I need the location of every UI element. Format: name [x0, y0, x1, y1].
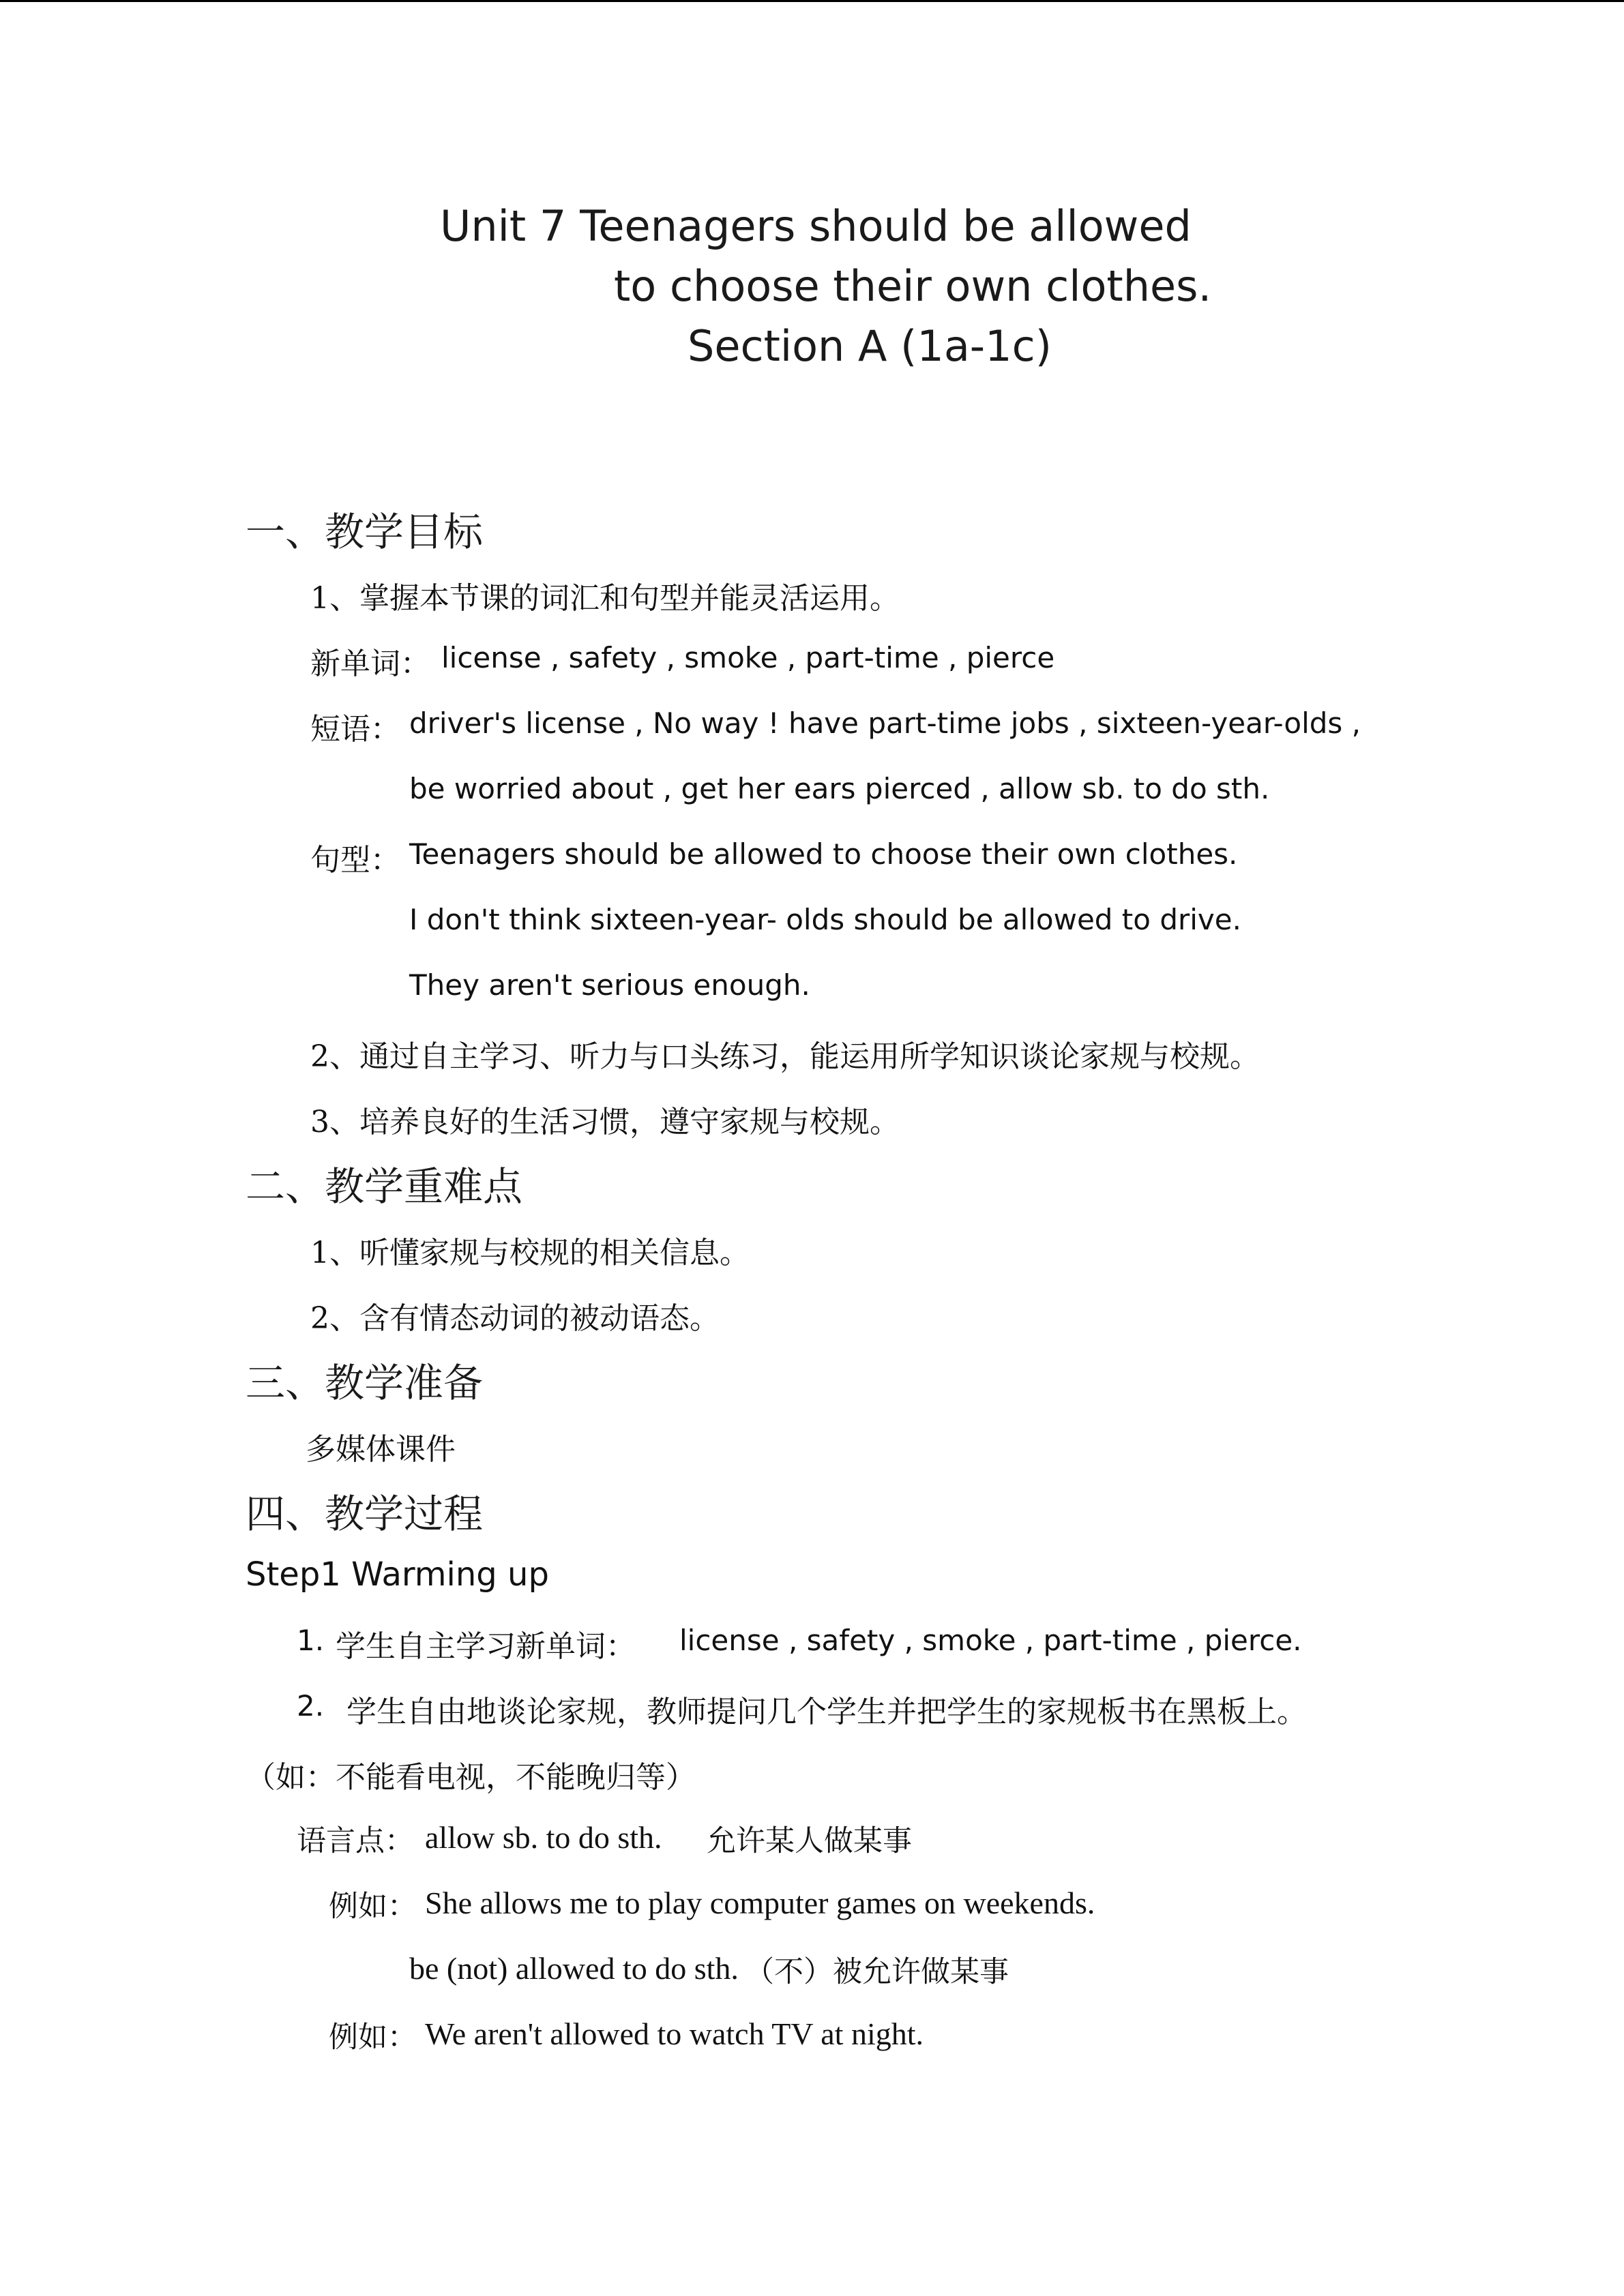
process-item-2-number: 2.: [297, 1689, 325, 1723]
sentence-line-3: They aren't serious enough.: [409, 968, 810, 1002]
example-1-label: 例如：: [329, 1890, 417, 1924]
step1-heading: Step1 Warming up: [246, 1555, 549, 1594]
language-point-label: 语言点：: [297, 1824, 414, 1858]
language-point-meaning: 允许某人做某事: [707, 1824, 912, 1858]
preparation-item: 多媒体课件: [306, 1432, 456, 1467]
keypoint-item-1: 1、听懂家规与校规的相关信息。: [310, 1236, 750, 1270]
phrase-line-1: driver's license , No way ! have part-time jobs , sixteen-year-olds ,: [409, 706, 1361, 740]
sentence-line-2: I don't think sixteen-year- olds should be allowed to drive.: [409, 903, 1241, 936]
process-item-1-text: 学生自主学习新单词：: [336, 1629, 636, 1664]
process-item-2-text: 学生自由地谈论家规，教师提问几个学生并把学生的家规板书在黑板上。: [346, 1695, 1307, 1729]
process-item-2-continuation: （如：不能看电视，不能晚归等）: [246, 1760, 696, 1795]
section-2-heading: 二、教学重难点: [246, 1163, 523, 1210]
section-4-heading: 四、教学过程: [246, 1491, 484, 1537]
vocab-label: 新单词：: [310, 646, 430, 681]
phrase-line-2: be worried about , get her ears pierced , allow sb. to do sth.: [409, 772, 1270, 805]
language-point-phrase: allow sb. to do sth.: [425, 1820, 662, 1855]
be-allowed-phrase: be (not) allowed to do sth.: [409, 1951, 739, 1986]
title-line-3: Section A (1a-1c): [688, 321, 1052, 371]
example-1-sentence: She allows me to play computer games on weekends.: [425, 1885, 1095, 1920]
section-1-heading: 一、教学目标: [246, 509, 484, 555]
example-2-label: 例如：: [329, 2021, 417, 2055]
title-line-2: to choose their own clothes.: [614, 261, 1212, 311]
objective-item-2: 2、通过自主学习、听力与口头练习，能运用所学知识谈论家规与校规。: [310, 1039, 1260, 1074]
objective-item-3: 3、培养良好的生活习惯，遵守家规与校规。: [310, 1105, 900, 1139]
be-allowed-meaning: （不）被允许做某事: [745, 1955, 1009, 1989]
sentence-line-1: Teenagers should be allowed to choose their own clothes.: [409, 837, 1238, 871]
objective-item-1: 1、掌握本节课的词汇和句型并能灵活运用。: [310, 581, 900, 616]
keypoint-item-2: 2、含有情态动词的被动语态。: [310, 1301, 720, 1336]
title-line-1: Unit 7 Teenagers should be allowed: [440, 201, 1192, 251]
phrase-label: 短语：: [310, 712, 400, 747]
section-3-heading: 三、教学准备: [246, 1360, 484, 1406]
vocab-text: license , safety , smoke , part-time , pierce: [441, 641, 1055, 674]
sentence-label: 句型：: [310, 843, 400, 878]
process-item-1-words: license , safety , smoke , part-time , pierce.: [679, 1624, 1302, 1657]
process-item-1-number: 1.: [297, 1624, 325, 1657]
example-2-sentence: We aren't allowed to watch TV at night.: [425, 2016, 924, 2051]
